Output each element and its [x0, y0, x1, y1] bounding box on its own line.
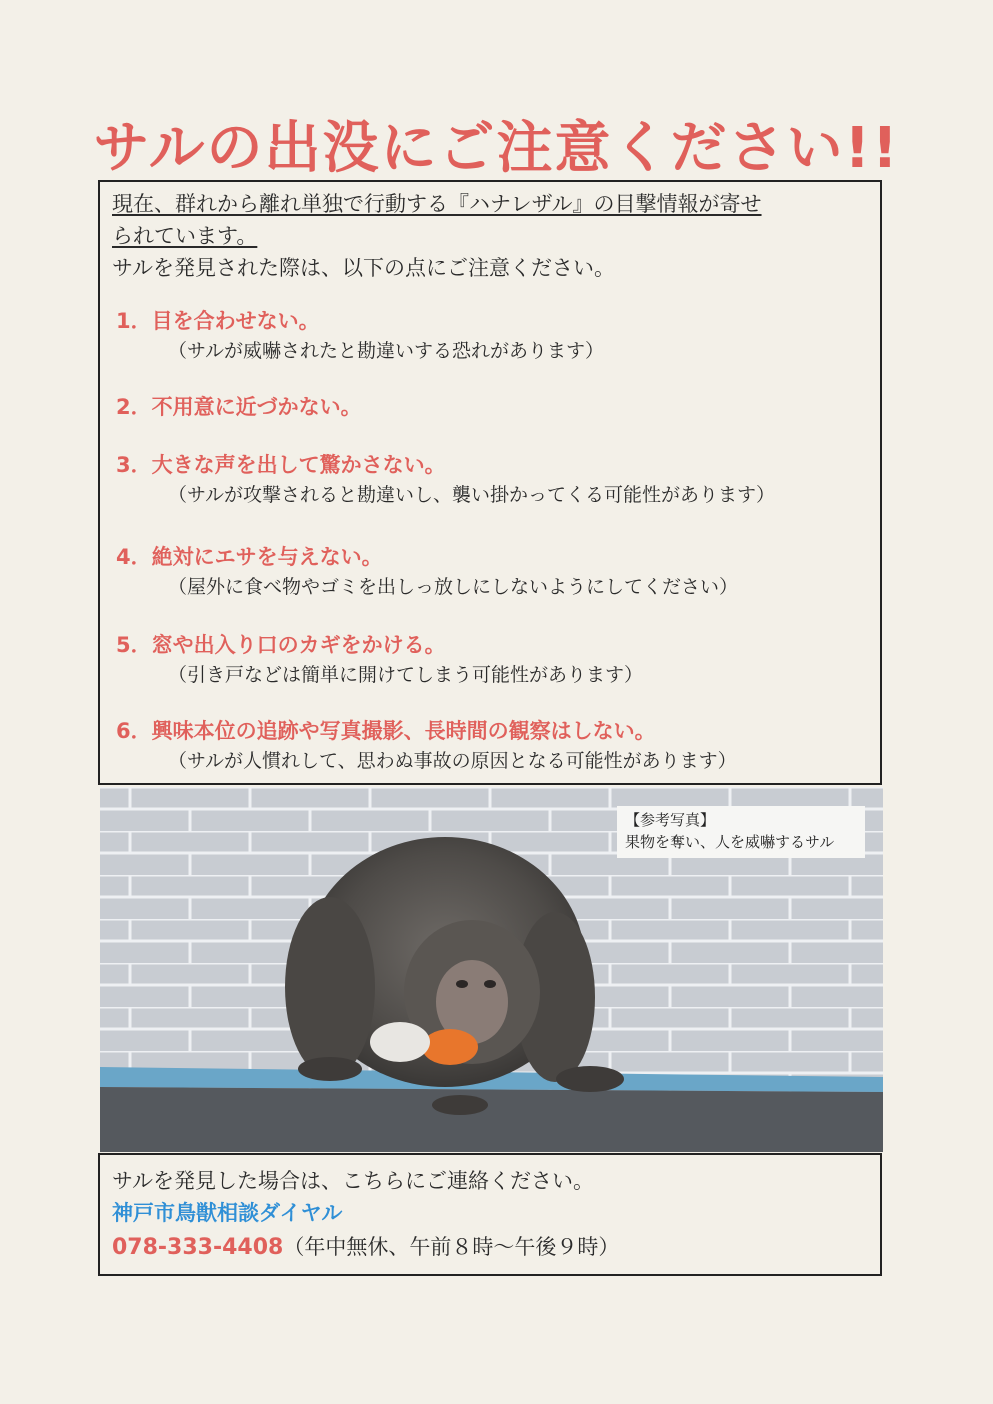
caution-item-note: （引き戸などは簡単に開けてしまう可能性があります）: [168, 664, 644, 686]
caution-item-head: 4．絶対にエサを与えない。: [116, 545, 383, 569]
caution-item-note: （サルが威嚇されたと勘違いする恐れがあります）: [168, 340, 605, 362]
contact-phone[interactable]: 078-333-4408: [112, 1235, 284, 1260]
contact-box: [98, 1153, 882, 1276]
caution-item-2: [116, 392, 876, 422]
caution-box: [98, 180, 882, 785]
caution-item-head: 6．興味本位の追跡や写真撮影、長時間の観察はしない。: [116, 719, 656, 743]
contact-lead: サルを発見した場合は、こちらにご連絡ください。: [112, 1169, 594, 1193]
caution-item-5: [116, 630, 876, 690]
intro-text: [112, 188, 872, 284]
photo-caption-label: 【参考写真】: [625, 811, 716, 829]
caution-item-head: 2．不用意に近づかない。: [116, 395, 362, 419]
contact-hours: （年中無休、午前８時～午後９時）: [283, 1235, 620, 1259]
caution-item-note: （サルが人慣れして、思わぬ事故の原因となる可能性があります）: [168, 750, 737, 772]
caution-item-head: 1．目を合わせない。: [116, 309, 320, 333]
caution-item-1: [116, 306, 876, 366]
flyer-title: サルの出没にご注意ください!!: [93, 116, 900, 181]
caution-item-4: [116, 542, 876, 602]
intro-line-1: 現在、群れから離れ単独で行動する『ハナレザル』の目撃情報が寄せ: [112, 192, 762, 216]
caution-item-head: 5．窓や出入り口のカギをかける。: [116, 633, 446, 657]
intro-line-3: サルを発見された際は、以下の点にご注意ください。: [112, 256, 615, 280]
caution-item-note: （屋外に食べ物やゴミを出しっ放しにしないようにしてください）: [168, 576, 739, 598]
contact-phone-line: [112, 1229, 868, 1266]
intro-line-2: られています。: [112, 224, 258, 248]
caution-item-3: [116, 450, 876, 510]
caution-item-note: （サルが攻撃されると勘違いし、襲い掛かってくる可能性があります）: [168, 484, 776, 506]
photo-caption-text: 果物を奪い、人を威嚇するサル: [625, 833, 835, 851]
contact-name: 神戸市鳥獣相談ダイヤル: [112, 1201, 343, 1225]
photo-caption: [617, 806, 865, 858]
caution-item-head: 3．大きな声を出して驚かさない。: [116, 453, 446, 477]
caution-item-6: [116, 716, 876, 776]
